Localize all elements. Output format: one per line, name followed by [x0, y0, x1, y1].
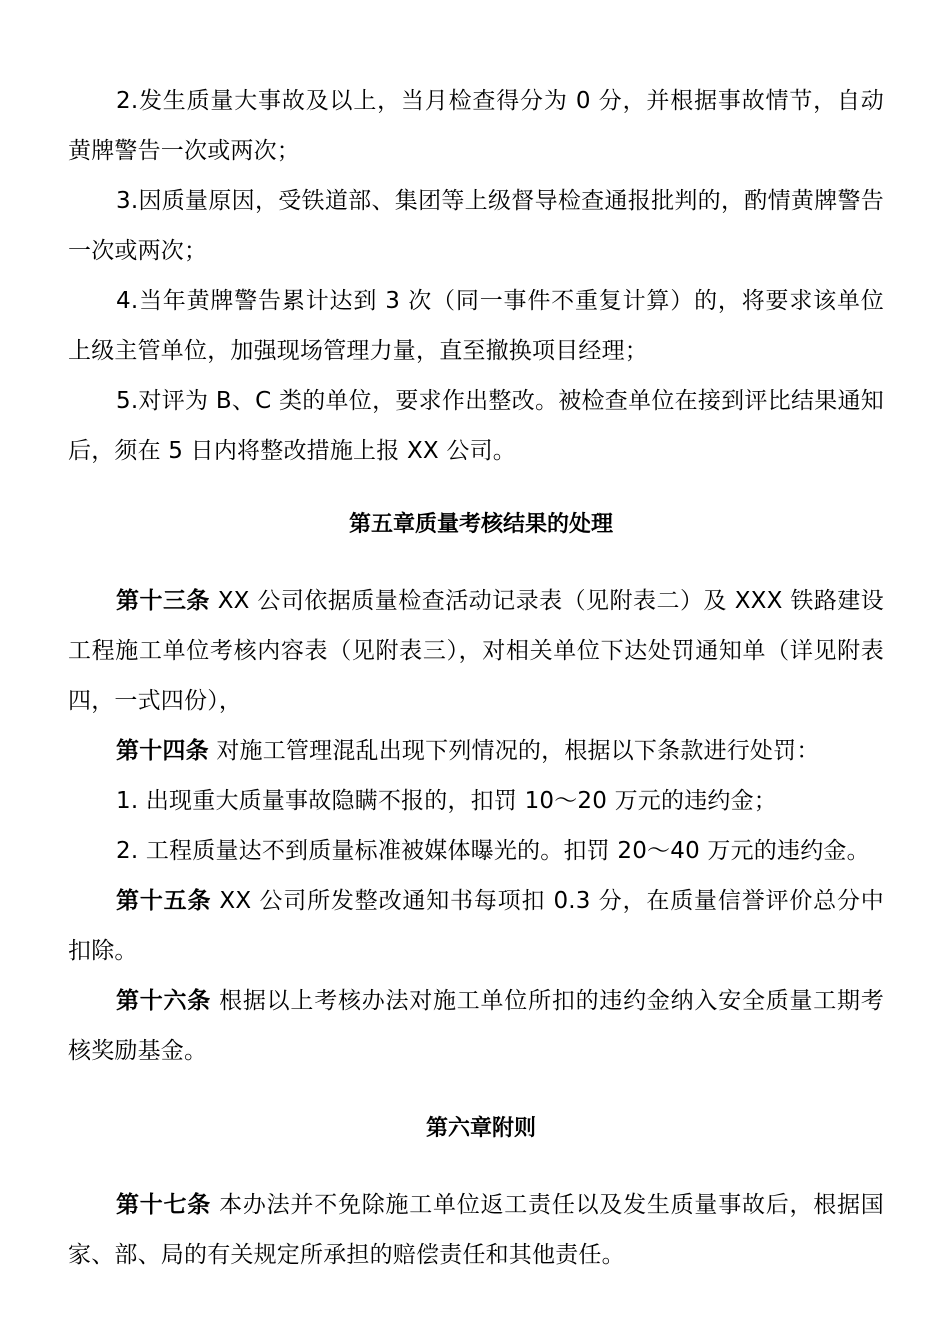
paragraph-item-3: 3.因质量原因，受铁道部、集团等上级督导检查通报批判的，酌情黄牌警告一次或两次；	[68, 188, 884, 264]
article-14-item-1: 1. 出现重大质量事故隐瞒不报的，扣罚 10～20 万元的违约金；	[116, 788, 778, 814]
article-15	[68, 876, 884, 976]
article-14-item-2: 2. 工程质量达不到质量标准被媒体曝光的。扣罚 20～40 万元的违约金。	[116, 838, 870, 864]
article-17-text: 本办法并不免除施工单位返工责任以及发生质量事故后，根据国家、部、局的有关规定所承担的赔偿责任和其他责任。	[68, 1192, 884, 1268]
article-13	[68, 576, 884, 726]
paragraph-item-5: 5.对评为 B、C 类的单位，要求作出整改。被检查单位在接到评比结果通知后，须在 5 日内将整改措施上报 XX 公司。	[68, 388, 884, 464]
article-15-label: 第十五条	[116, 888, 212, 914]
article-14-text: 对施工管理混乱出现下列情况的，根据以下条款进行处罚：	[208, 738, 820, 764]
paragraph-item-4: 4.当年黄牌警告累计达到 3 次（同一事件不重复计算）的，将要求该单位上级主管单位，加强现场管理力量，直至撤换项目经理；	[68, 288, 884, 364]
article-16-label: 第十六条	[116, 988, 212, 1014]
article-13-label: 第十三条	[116, 588, 210, 614]
document-page	[68, 76, 884, 1280]
paragraph-item-2: 2.发生质量大事故及以上，当月检查得分为 0 分，并根据事故情节，自动黄牌警告一次或两次；	[68, 88, 884, 164]
article-14	[68, 726, 884, 776]
article-16	[68, 976, 884, 1076]
article-13-text: XX 公司依据质量检查活动记录表（见附表二）及 XXX 铁路建设工程施工单位考核内容表（见附表三），对相关单位下达处罚通知单（详见附表四，一式四份），	[68, 588, 884, 714]
article-15-text: XX 公司所发整改通知书每项扣 0.3 分，在质量信誉评价总分中扣除。	[68, 888, 884, 964]
chapter-6-title: 第六章附则	[425, 1116, 536, 1141]
article-17-label: 第十七条	[116, 1192, 212, 1218]
chapter-5-title: 第五章质量考核结果的处理	[348, 512, 613, 537]
article-17	[68, 1180, 884, 1280]
article-14-label: 第十四条	[116, 738, 209, 764]
article-16-text: 根据以上考核办法对施工单位所扣的违约金纳入安全质量工期考核奖励基金。	[68, 988, 884, 1064]
